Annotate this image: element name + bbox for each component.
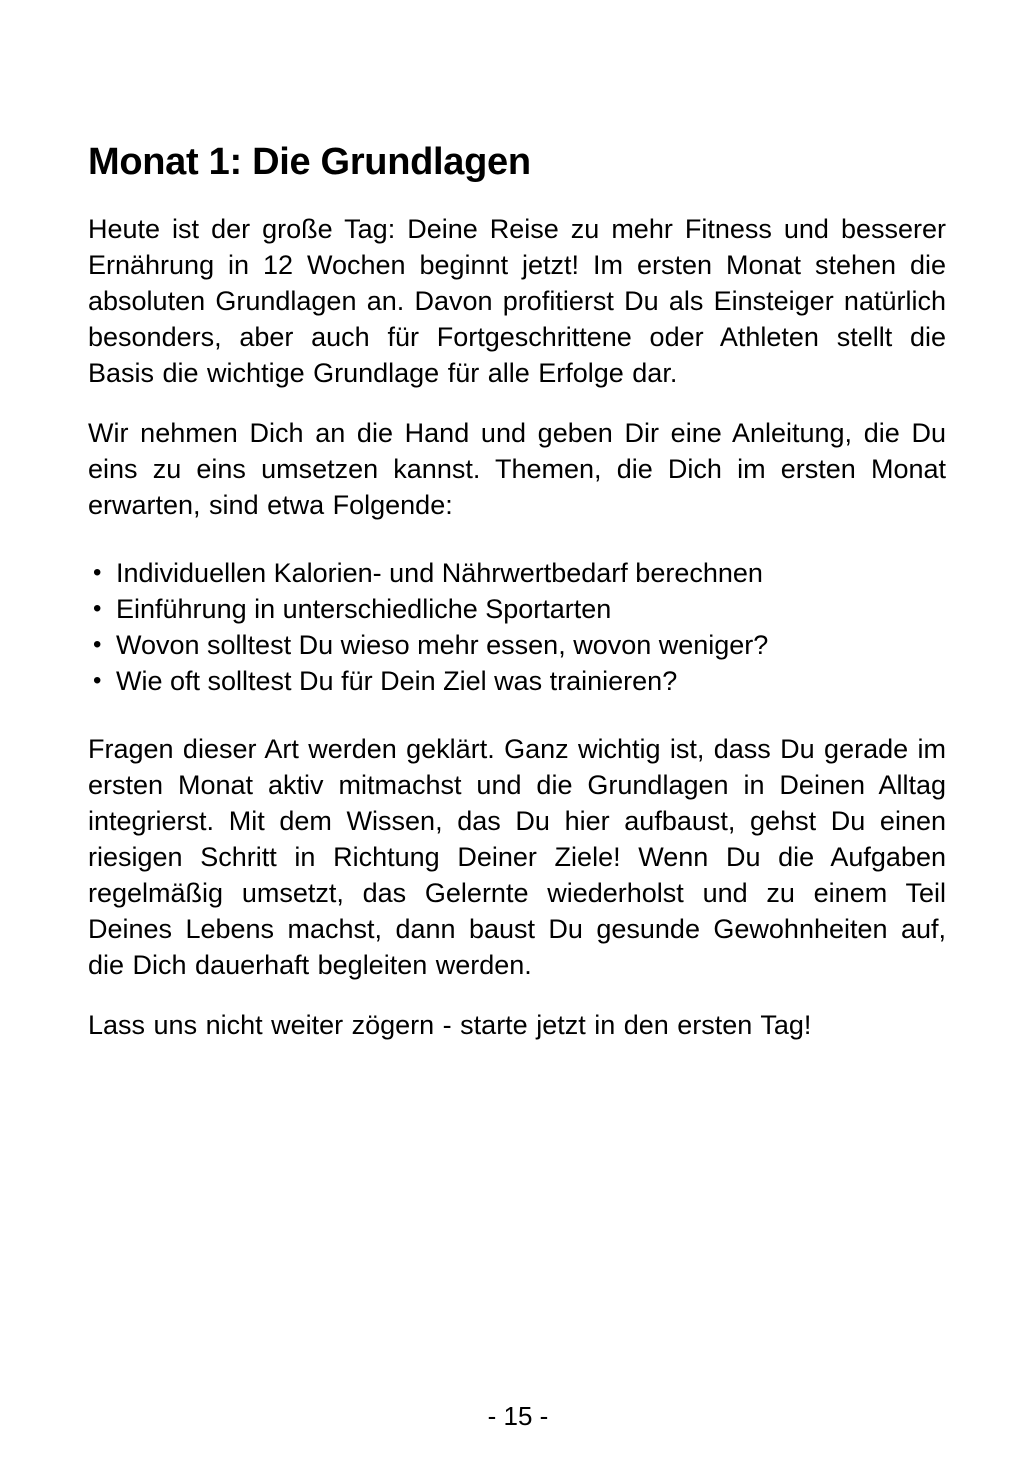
bullet-icon: • [93, 666, 102, 694]
topics-bullet-list [88, 555, 946, 699]
list-item-text: Individuellen Kalorien- und Nährwertbedarf berechnen [116, 557, 763, 588]
list-item-text: Einführung in unterschiedliche Sportarten [116, 593, 612, 624]
bullet-icon: • [93, 558, 102, 586]
bullet-icon: • [93, 630, 102, 658]
list-item [88, 663, 946, 699]
paragraph-call-to-action: Lass uns nicht weiter zögern - starte jetzt in den ersten Tag! [88, 1009, 812, 1040]
page-number: - 15 - [487, 1401, 549, 1431]
list-item-text: Wie oft solltest Du für Dein Ziel was trainieren? [116, 665, 678, 696]
paragraph-intro: Heute ist der große Tag: Deine Reise zu mehr Fitness und besserer Ernährung in 12 Wochen beginnt jetzt! Im ersten Monat stehen die absoluten Grundlagen an. Davon profitierst Du als Einsteiger natürlich besonders, aber auch für Fortgeschrittene oder Athleten stellt die Basis die wichtige Grundlage für alle Erfolge dar. [88, 213, 946, 388]
list-item-text: Wovon solltest Du wieso mehr essen, wovon weniger? [116, 629, 769, 660]
paragraph-importance: Fragen dieser Art werden geklärt. Ganz wichtig ist, dass Du gerade im ersten Monat aktiv mitmachst und die Grundlagen in Deinen Alltag integrierst. Mit dem Wissen, das Du hier aufbaust, gehst Du einen riesigen Schritt in Richtung Deiner Ziele! Wenn Du die Aufgaben regelmäßig umsetzt, das Gelernte wiederholst und zu einem Teil Deines Lebens machst, dann baust Du gesunde Gewohnheiten auf, die Dich dauerhaft begleiten werden. [88, 733, 946, 980]
page-title: Monat 1: Die Grundlagen [88, 141, 531, 183]
list-item [88, 591, 946, 627]
list-item [88, 627, 946, 663]
paragraph-topics-lead-in: Wir nehmen Dich an die Hand und geben Dir eine Anleitung, die Du eins zu eins umsetzen kannst. Themen, die Dich im ersten Monat erwarten, sind etwa Folgende: [88, 417, 946, 520]
bullet-icon: • [93, 594, 102, 622]
list-item [88, 555, 946, 591]
